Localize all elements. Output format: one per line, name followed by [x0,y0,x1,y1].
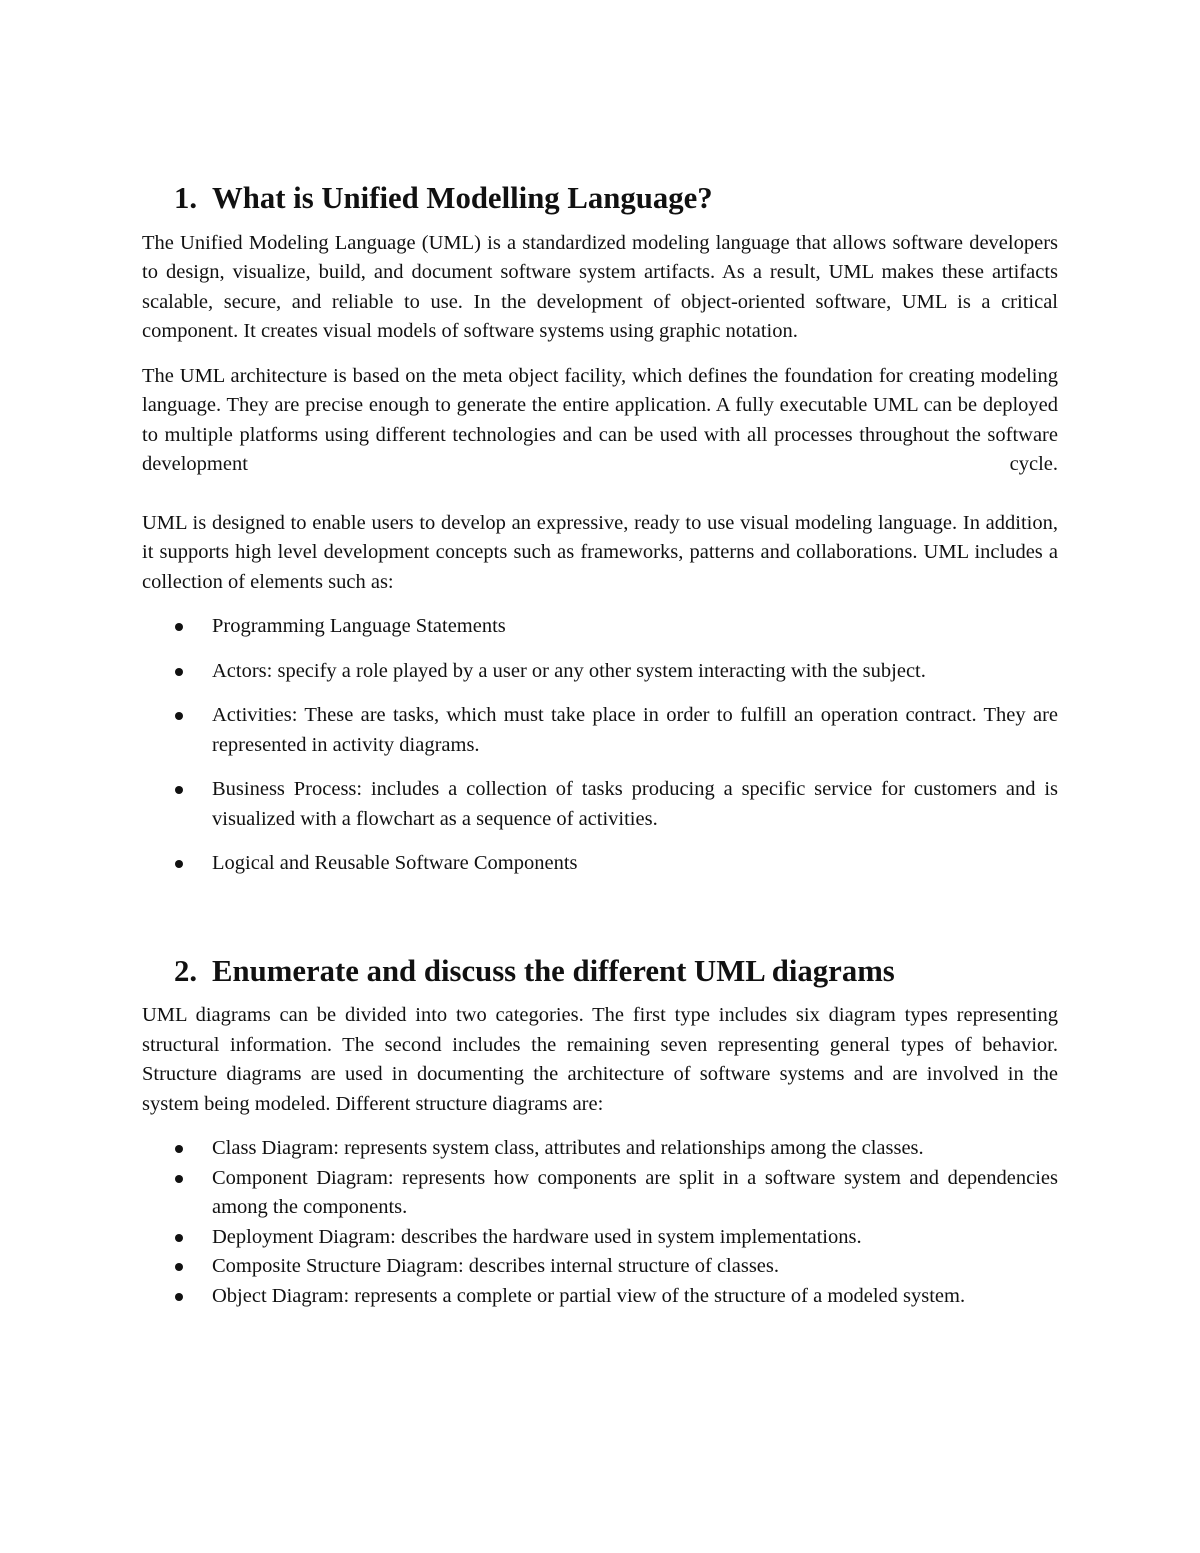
list-item [142,1164,1058,1223]
section-1-title: What is Unified Modelling Language? [212,181,713,215]
bullet-icon [175,1263,183,1271]
section-2-bullet-list [142,1134,1058,1311]
bullet-icon [175,786,183,794]
list-item-text: Object Diagram: represents a complete or partial view of the structure of a modeled system. [212,1284,966,1307]
section-2-title: Enumerate and discuss the different UML diagrams [212,953,895,988]
list-item [142,1134,1058,1164]
section-1-number: 1. [174,181,198,215]
list-item-text: Logical and Reusable Software Components [212,852,578,874]
section-1-heading [142,181,1058,215]
list-item [142,1223,1058,1253]
bullet-icon [175,1145,183,1153]
bullet-icon [175,1234,183,1242]
section-2-number: 2. [174,953,198,988]
list-item-text: Deployment Diagram: describes the hardware used in system implementations. [212,1225,862,1248]
bullet-icon [175,668,183,676]
section-2-paragraph-1: UML diagrams can be divided into two categories. The first type includes six diagram types representing structural information. The second includes the remaining seven representing general types of behavior. Structure diagrams are used in documenting the architecture of software systems and are involved in the system being modeled. Different structure diagrams are: [142,1004,1058,1115]
list-item-text: Programming Language Statements [212,615,506,637]
list-item [142,612,1058,642]
list-item [142,1252,1058,1282]
list-item-text: Activities: These are tasks, which must take place in order to fulfill an operation contract. They are represented in activity diagrams. [212,704,1058,756]
list-item-text: Business Process: includes a collection of tasks producing a specific service for customers and is visualized with a flowchart as a sequence of activities. [212,778,1058,830]
list-item [142,775,1058,834]
section-1-paragraph-1: The Unified Modeling Language (UML) is a standardized modeling language that allows software developers to design, visualize, build, and document software system artifacts. As a result, UML makes these artifacts scalable, secure, and reliable to use. In the development of object-oriented software, UML is a critical component. It creates visual models of software systems using graphic notation. [142,231,1058,342]
list-item [142,1282,1058,1312]
bullet-icon [175,1175,183,1183]
list-item-text: Class Diagram: represents system class, attributes and relationships among the classes. [212,1137,924,1159]
section-2-heading [142,953,1058,988]
bullet-icon [175,1293,183,1301]
bullet-icon [175,623,183,631]
list-item [142,657,1058,687]
list-item-text: Composite Structure Diagram: describes internal structure of classes. [212,1255,780,1277]
bullet-icon [175,860,183,868]
section-1-paragraph-2: The UML architecture is based on the meta object facility, which defines the foundation for creating modeling language. They are precise enough to generate the entire application. A fully executable UML can be deployed to multiple platforms using different technologies and can be used with all processes throughout the software development cycle. [142,364,1058,475]
section-1-bullet-list [142,612,1058,879]
list-item [142,701,1058,760]
list-item-text: Component Diagram: represents how components are split in a software system and dependencies among the components. [212,1166,1058,1218]
list-item-text: Actors: specify a role played by a user or any other system interacting with the subject. [212,659,926,682]
list-item [142,849,1058,879]
document-page [142,181,1058,1311]
section-1-paragraph-3: UML is designed to enable users to develop an expressive, ready to use visual modeling language. In addition, it supports high level development concepts such as frameworks, patterns and collaborations. UML includes a collection of elements such as: [142,511,1058,593]
bullet-icon [175,712,183,720]
